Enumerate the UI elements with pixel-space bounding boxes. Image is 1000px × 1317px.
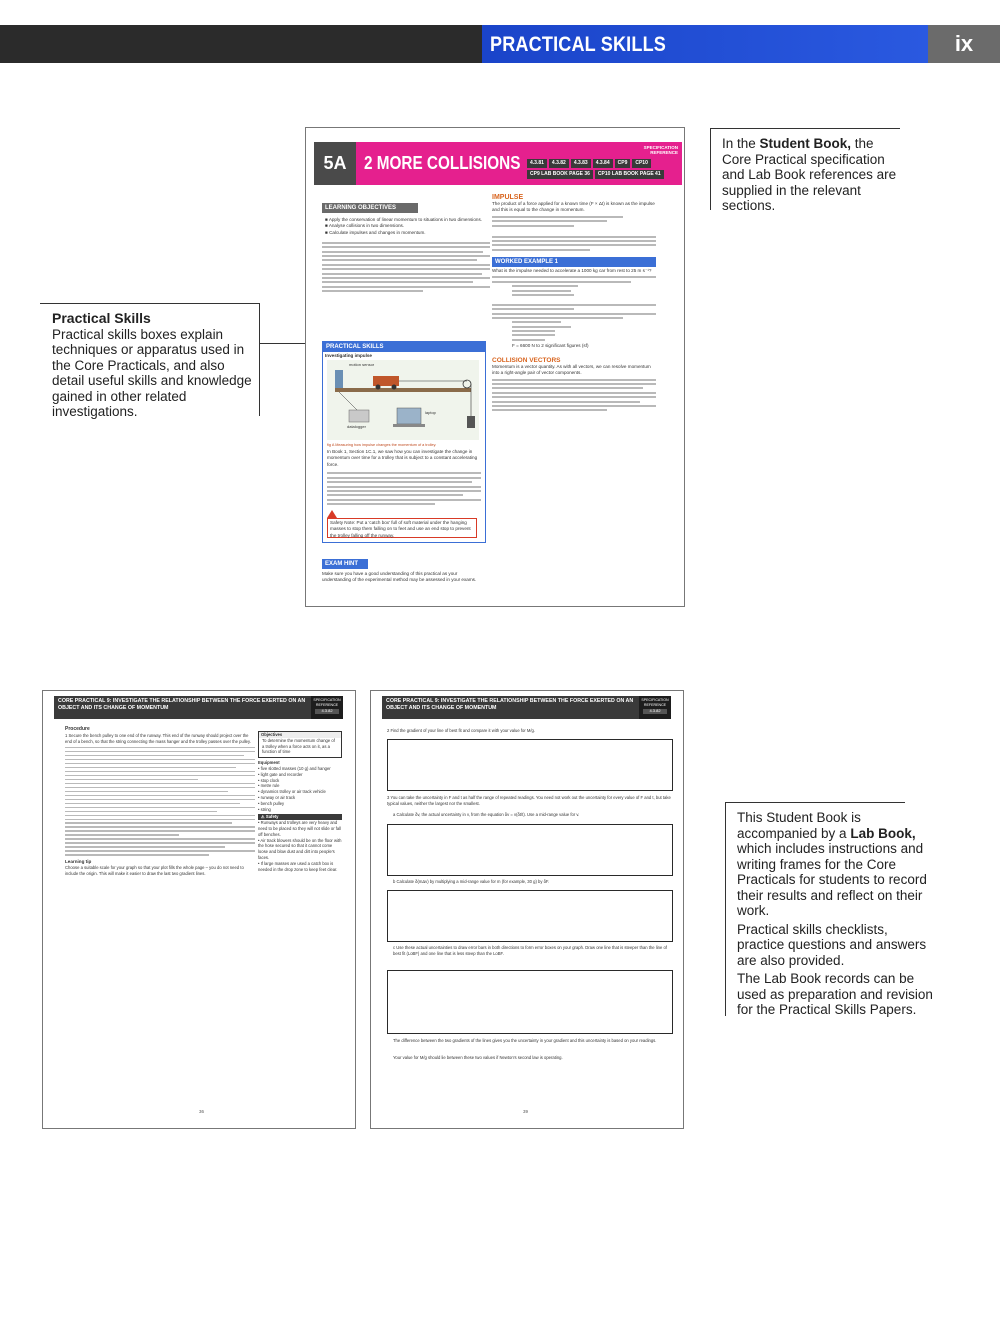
equipment-item: • string <box>258 806 271 812</box>
collision-vectors-heading: COLLISION VECTORS <box>492 356 561 364</box>
worked-example-result: F = 6600 N to 2 significant figures (sf) <box>512 343 589 349</box>
spec-tag: 4.3.83 <box>571 159 591 168</box>
impulse-intro: The product of a force applied for a known time (F × Δt) is known as the impulse and this is equal to the change in momentum. <box>492 201 655 213</box>
answer-box-q3b[interactable] <box>387 890 673 942</box>
practical-skills-subheading: Investigating impulse <box>325 353 372 358</box>
objectives-heading: Objectives <box>259 732 341 738</box>
laptop-label: laptop <box>425 410 436 415</box>
question-2: 2 Find the gradient of your line of best fit and compare it with your value for M/g. <box>387 728 536 733</box>
question-3c: c Use these actual uncertainties to draw error bars in both directions to form error boxes on your graph. Draw one line that is steeper than the line of best fit (LoBF) and one line that is less steep than the LoBF. <box>393 945 667 956</box>
lab-book-callout-top-rule <box>725 802 905 803</box>
section-number: 5A <box>314 142 356 185</box>
body-text-lines <box>322 242 490 292</box>
worked-example-heading: WORKED EXAMPLE 1 <box>492 257 656 267</box>
lab-book-refs <box>527 170 664 179</box>
callout-text: the Core Practical specification and Lab Book references are supplied in the relevant sections. <box>722 136 897 213</box>
figure-caption: fig A Measuring how impulse changes the momentum of a trolley. <box>327 443 437 447</box>
practical-skills-callout <box>52 311 252 420</box>
answer-box-q2[interactable] <box>387 739 673 791</box>
objective-item: ■ Calculate impulses and changes in momentum. <box>325 229 426 235</box>
practical-skills-heading: PRACTICAL SKILLS <box>323 342 485 352</box>
lab-book-page-right <box>370 690 684 1129</box>
callout-text: Practical skills checklists, practice questions and answers are also provided. <box>737 921 927 968</box>
lab-page-header <box>382 696 671 719</box>
procedure-heading: Procedure <box>65 726 90 732</box>
procedure-step: 1 Secure the bench pulley to one end of the runway. This end of the runway should project over the end of a bench, so that the string connecting the mass hanger and the trolley passes over the pulley. <box>65 732 251 744</box>
callout-text: This Student Book is accompanied by a <box>737 810 861 841</box>
spec-tags <box>527 159 651 168</box>
safety-list <box>258 820 342 872</box>
learning-objectives-list <box>325 217 490 236</box>
banner-dark-segment <box>0 25 482 63</box>
equipment-heading: Equipment <box>258 760 280 766</box>
page-number: ix <box>928 25 1000 63</box>
safety-item: • Air track blowers should be on the floor with the hose secured so that it cannot come loose and blow dust and dirt into people's faces. <box>258 837 342 860</box>
left-column <box>322 196 490 295</box>
apparatus-figure <box>327 360 479 440</box>
practical-body-lines <box>327 470 481 508</box>
section-title: 2 MORE COLLISIONS <box>364 153 521 173</box>
equipment-list <box>258 766 342 812</box>
question-3b: b Calculate δ(mΔv) by multiplying a mid-range value for m (for example, 30 g) by δF. <box>393 879 550 884</box>
section-header <box>314 142 682 185</box>
equipment-item: • metre rule <box>258 783 280 789</box>
question-3a: a Calculate δv, the actual uncertainty in v, from the equation δv = v(δt/t). Use a mid-range value for v. <box>393 812 580 817</box>
exam-hint-heading: EXAM HINT <box>322 559 368 569</box>
safety-note: Safety Note: Put a 'catch box' full of soft material under the hanging masses to stop them falling on to feet and use an end stop to prevent the trolley falling off the runway. <box>327 518 477 538</box>
impulse-heading: IMPULSE <box>492 194 524 201</box>
worked-example-lines <box>492 276 656 340</box>
impulse-body-lines <box>492 216 656 251</box>
lab-page-number: 39 <box>523 1109 529 1114</box>
page-title: PRACTICAL SKILLS <box>490 33 667 56</box>
spec-ref-block: SPECIFICATION REFERENCE 4.3.82 <box>311 696 343 719</box>
spec-label: SPECIFICATION REFERENCE <box>643 145 678 155</box>
callout-text: Practical skills boxes explain techniques or apparatus used in the Core Practicals, and also detail useful skills and knowledge gained in other related investigations. <box>52 326 252 419</box>
student-book-callout-rule <box>710 128 711 210</box>
answer-box-q3c[interactable] <box>387 970 673 1034</box>
practical-body-intro: In Book 1, Section 1C.1, we saw how you can investigate the change in momentum over time for a trolley that is subject to a constant accelerating force. <box>327 449 478 467</box>
objective-item: ■ Apply the conservation of linear momentum to situations in two dimensions. <box>325 217 483 222</box>
core-practical-title: CORE PRACTICAL 9: INVESTIGATE THE RELATIONSHIP BETWEEN THE FORCE EXERTED ON AN OBJECT AND ITS CHANGE OF MOMENTUM <box>386 698 634 711</box>
uncertainty-note: The difference between the two gradients of the lines gives you the uncertainty in your gradient and this uncertainty is based on your readings. <box>393 1038 657 1043</box>
safety-item: • If large masses are used a catch box is needed in the drop zone to keep feet clear. <box>258 860 338 872</box>
callout-text: The Lab Book records can be used as preparation and revision for the Practical Skills Papers. <box>737 971 933 1017</box>
callout-bold: Student Book, <box>759 136 852 151</box>
objectives-text: To determine the momentum change of a trolley when a force acts on it, as a function of time <box>262 737 335 755</box>
lab-book-callout-rule <box>725 802 726 1016</box>
equipment-item: • bench pulley <box>258 800 285 806</box>
learning-tip-text: Choose a suitable scale for your graph so that your plot fills the whole page – you do not need to include the origin. This will make it easier to draw the last two gradient lines. <box>65 864 244 876</box>
objectives-box <box>258 731 342 758</box>
collision-body-lines <box>492 379 656 412</box>
lab-ref-tag: CP10 LAB BOOK PAGE 41 <box>595 170 664 179</box>
lab-page-number: 36 <box>199 1109 205 1114</box>
top-banner <box>0 25 1000 63</box>
spec-tag: CP9 <box>615 159 631 168</box>
lab-book-callout <box>737 810 937 1018</box>
lab-book-page-left <box>42 690 356 1129</box>
newton-note: Your value for M/g should lie between these two values if Newton's second law is operating. <box>393 1055 563 1060</box>
exam-hint-text: Make sure you have a good understanding of this practical as your understanding of the experimental method may be assessed in your exams. <box>322 571 477 583</box>
core-practical-title: CORE PRACTICAL 9: INVESTIGATE THE RELATIONSHIP BETWEEN THE FORCE EXERTED ON AN OBJECT AND ITS CHANGE OF MOMENTUM <box>58 698 306 711</box>
sensor-label: motion sensor <box>349 362 375 367</box>
answer-box-q3a[interactable] <box>387 824 673 876</box>
equipment-item: • dynamics trolley or air track vehicle <box>258 789 326 795</box>
student-book-callout-top-rule <box>710 128 900 129</box>
equipment-item: • light gate and recorder <box>258 771 303 777</box>
callout-text: which includes instructions and writing frames for the Core Practicals for students to record their results and reflect on their work. <box>737 841 927 918</box>
exam-hint-box <box>322 552 484 584</box>
question-3: 3 You can take the uncertainty in F and t as half the range of repeated readings. You need not work out the uncertainty for every value of F and t, but take typical values, neither the largest nor the smallest. <box>387 795 671 806</box>
collision-vectors-intro: Momentum is a vector quantity. As with all vectors, we can resolve momentum into a right-angle pair of vector components. <box>492 363 651 375</box>
practical-skills-box <box>322 341 486 543</box>
learning-tip-heading: Learning tip <box>65 858 92 864</box>
equipment-item: • five slotted masses (10 g) and hanger <box>258 765 331 771</box>
practical-skills-pointer-line <box>259 343 311 344</box>
lab-page-header <box>54 696 343 719</box>
spec-tag: 4.3.84 <box>593 159 613 168</box>
safety-heading: ⚠ Safety <box>258 814 342 820</box>
learning-objectives-heading: LEARNING OBJECTIVES <box>322 203 418 213</box>
spec-tag: CP10 <box>632 159 651 168</box>
objectives-sidebar <box>258 731 342 872</box>
callout-bold: Lab Book, <box>850 825 916 841</box>
spec-tag: 4.3.82 <box>549 159 569 168</box>
warning-icon <box>327 510 337 518</box>
callout-heading: Practical Skills <box>52 310 151 326</box>
procedure-section <box>65 727 255 876</box>
practical-skills-callout-rule <box>259 303 260 416</box>
callout-text: In the <box>722 136 760 151</box>
objective-item: ■ Analyse collisions in two dimensions. <box>325 223 405 229</box>
student-book-callout <box>722 136 900 214</box>
worked-example-question: What is the impulse needed to accelerate a 1000 kg car from rest to 25 m s⁻¹? <box>492 267 652 273</box>
equipment-item: • runway or air track <box>258 794 296 800</box>
right-column <box>492 194 656 414</box>
procedure-lines <box>65 747 255 856</box>
practical-skills-callout-top-rule <box>40 303 260 304</box>
student-book-page <box>305 127 685 607</box>
safety-item: • Runways and trolleys are very heavy and need to be placed so they will not slide or fall off benches. <box>258 820 342 837</box>
equipment-item: • stop clock <box>258 777 280 783</box>
lab-ref-tag: CP9 LAB BOOK PAGE 36 <box>527 170 593 179</box>
datalogger-label: datalogger <box>347 424 366 429</box>
spec-tag: 4.3.81 <box>527 159 547 168</box>
spec-ref-block: SPECIFICATION REFERENCE 4.3.82 <box>639 696 671 719</box>
